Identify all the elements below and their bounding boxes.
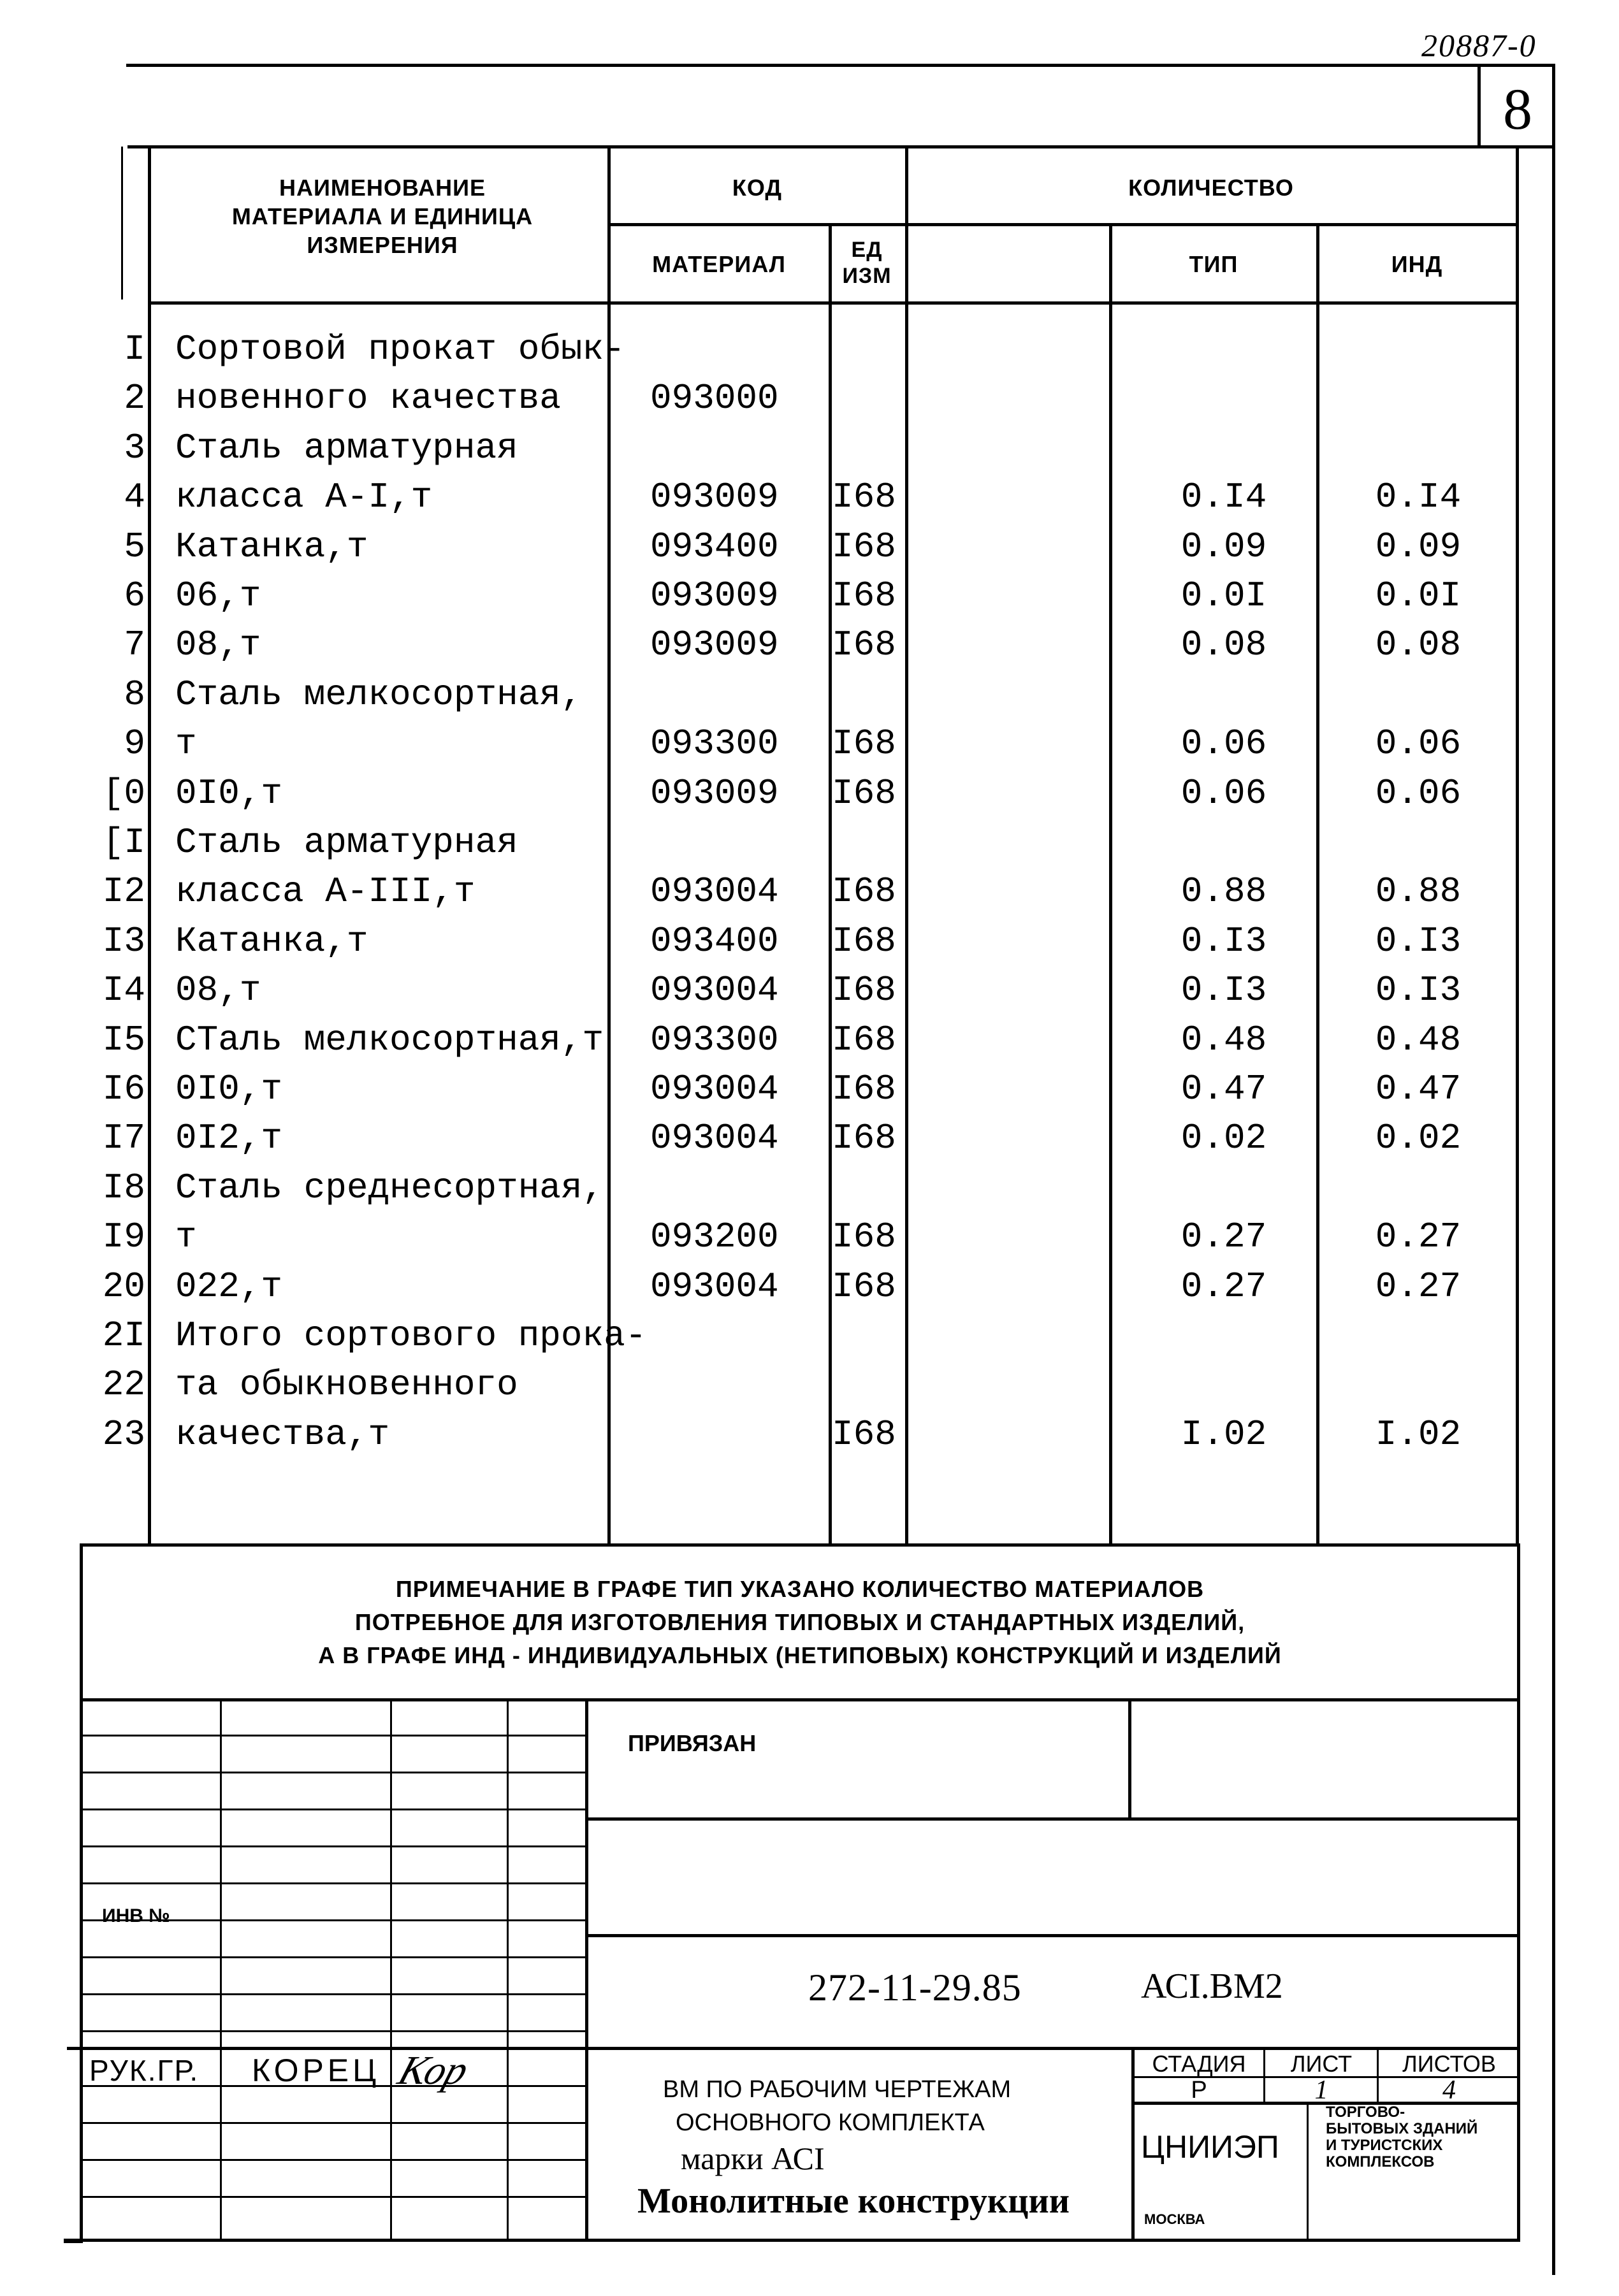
material-code: 093400: [650, 920, 779, 962]
row-number: 23: [102, 1413, 145, 1455]
material-name: класса А-I,т: [175, 477, 433, 518]
col-total-border: [1516, 147, 1519, 1545]
unit-code: I68: [832, 920, 896, 962]
qty-ind: 0.0I: [1180, 575, 1267, 616]
signature: Кор: [393, 2047, 474, 2093]
qty-total: 0.I4: [1375, 477, 1462, 518]
stage-value: Р: [1191, 2077, 1207, 2104]
header-kod: КОД: [732, 175, 783, 201]
header-ind: ИНД: [1391, 251, 1443, 277]
left-grid-row: [80, 1845, 586, 1847]
qty-total: 0.02: [1375, 1118, 1462, 1159]
unit-code: I68: [832, 772, 896, 814]
row-number: I8: [102, 1167, 145, 1208]
material-code: 093004: [650, 970, 779, 1011]
row-number: I5: [102, 1019, 145, 1060]
privyazan-label: ПРИВЯЗАН: [628, 1730, 757, 1756]
qty-ind: 0.I4: [1180, 477, 1267, 518]
page-number-divider: [1477, 64, 1481, 148]
row-number: 6: [124, 575, 145, 616]
unit-code: I68: [832, 526, 896, 567]
col-line-number-border: [148, 147, 151, 1545]
row-number: 22: [102, 1364, 145, 1406]
material-name: 022,т: [175, 1266, 283, 1307]
material-name: СТаль мелкосортная,т: [175, 1019, 604, 1060]
note-line-3: А В ГРАФЕ ИНД - ИНДИВИДУАЛЬНЫХ (НЕТИПОВЫХ) КОНСТРУКЦИЙ И ИЗДЕЛИЙ: [318, 1642, 1282, 1668]
left-grid-row: [80, 1882, 586, 1884]
document-number: 20887-0: [1421, 27, 1537, 63]
material-code: 093000: [650, 378, 779, 419]
qty-total: 0.48: [1375, 1019, 1462, 1060]
row-number: I2: [102, 871, 145, 913]
sheets-label: ЛИСТОВ: [1402, 2051, 1496, 2077]
row-number: I3: [102, 920, 145, 962]
frame-right-border: [1552, 64, 1555, 2275]
material-name: Сталь арматурная: [175, 822, 518, 863]
qty-total: 0.I3: [1375, 920, 1462, 962]
material-name: класса А-III,т: [175, 871, 476, 913]
material-name: новенного качества: [175, 378, 561, 419]
qty-total: 0.09: [1375, 526, 1462, 567]
row-number: 8: [124, 674, 145, 715]
material-name: Итого сортового прока-: [175, 1315, 647, 1356]
material-name: качества,т: [175, 1413, 390, 1455]
row-number: I6: [102, 1069, 145, 1109]
material-name: 0I0,т: [175, 1069, 283, 1109]
designation: 272-11-29.85: [808, 1967, 1022, 2009]
note-top-border: [80, 1543, 1520, 1547]
left-grid-row: [80, 1735, 586, 1736]
material-code: 093004: [650, 1069, 779, 1109]
row-number: 5: [124, 526, 145, 567]
row-number: 9: [124, 723, 145, 765]
row-number: I9: [102, 1217, 145, 1258]
qty-ind: 0.88: [1180, 871, 1267, 913]
material-code: 093004: [650, 871, 779, 913]
material-code: 093009: [650, 477, 779, 518]
row-number: 2I: [102, 1315, 145, 1356]
qty-total: 0.88: [1375, 871, 1462, 913]
unit-code: I68: [832, 1217, 896, 1258]
unit-code: I68: [832, 1069, 896, 1109]
desc-line-2: ОСНОВНОГО КОМПЛЕКТА: [676, 2109, 985, 2136]
material-name: Сталь арматурная: [175, 427, 518, 468]
qty-ind: 0.06: [1180, 772, 1267, 814]
left-grid-row: [80, 1993, 586, 1995]
desc-line-1: ВМ ПО РАБОЧИМ ЧЕРТЕЖАМ: [663, 2076, 1012, 2103]
note-line-2: ПОТРЕБНОЕ ДЛЯ ИЗГОТОВЛЕНИЯ ТИПОВЫХ И СТАНДАРТНЫХ ИЗДЕЛИЙ,: [354, 1609, 1245, 1635]
row-number: 3: [124, 427, 145, 468]
row-number: I4: [102, 970, 145, 1011]
mark: АСI.ВМ2: [1141, 1967, 1283, 2006]
desc-line-4: Монолитные конструкции: [637, 2181, 1070, 2221]
desc-line-3: марки АСI: [681, 2141, 825, 2176]
sheet-label: ЛИСТ: [1290, 2051, 1353, 2077]
material-code: 093300: [650, 723, 779, 765]
row-number: 2: [124, 378, 145, 419]
qty-ind: 0.27: [1180, 1217, 1267, 1258]
left-grid-row: [80, 2159, 586, 2161]
row-number: 20: [102, 1266, 145, 1307]
unit-code: I68: [832, 1413, 896, 1455]
row-number: [I: [102, 822, 145, 863]
unit-code: I68: [832, 1266, 896, 1307]
title-block-top-border: [80, 1698, 1520, 1701]
material-name: т: [175, 723, 197, 765]
qty-total: 0.27: [1375, 1266, 1462, 1307]
qty-total: 0.27: [1375, 1217, 1462, 1258]
material-name: 08,т: [175, 625, 261, 666]
qty-total: 0.I3: [1375, 970, 1462, 1011]
qty-ind: 0.48: [1180, 1019, 1267, 1060]
material-name: 0I0,т: [175, 772, 283, 814]
header-top-border: [127, 145, 1555, 148]
left-grid-row: [80, 2030, 586, 2032]
left-grid-row: [80, 1772, 586, 1773]
designation-top: [585, 1934, 1520, 1937]
header-kolichestvo: КОЛИЧЕСТВО: [1128, 175, 1294, 201]
sheet-col-border: [1377, 2047, 1379, 2103]
role-label: РУК.ГР.: [89, 2054, 200, 2087]
material-name: Катанка,т: [175, 526, 368, 567]
qty-ind: 0.27: [1180, 1266, 1267, 1307]
material-name: 0I2,т: [175, 1118, 283, 1159]
col-ind-border: [1316, 223, 1319, 1545]
unit-code: I68: [832, 1118, 896, 1159]
material-code: 093009: [650, 772, 779, 814]
row-number: I: [124, 329, 145, 370]
col-unit-border: [905, 147, 908, 1545]
material-code: 093004: [650, 1266, 779, 1307]
qty-ind: 0.I3: [1180, 920, 1267, 962]
bottom-left-stroke: [64, 2240, 83, 2243]
material-code: 093200: [650, 1217, 779, 1258]
qty-total: 0.06: [1375, 772, 1462, 814]
material-name: т: [175, 1217, 197, 1258]
col-tip-border: [1109, 223, 1112, 1545]
material-name: Сортовой прокат обык-: [175, 329, 625, 370]
qty-ind: 0.06: [1180, 723, 1267, 765]
header-ed-izm: ЕД ИЗМ: [842, 238, 892, 288]
note-right-border: [1517, 1543, 1520, 2241]
material-code: 093009: [650, 575, 779, 616]
header-name: НАИМЕНОВАНИЕ МАТЕРИАЛА И ЕДИНИЦА ИЗМЕРЕНИЯ: [231, 175, 534, 258]
org-city: МОСКВА: [1144, 2211, 1205, 2227]
org-name: ЦНИИЭП: [1141, 2129, 1279, 2165]
row-number: I7: [102, 1118, 145, 1159]
unit-code: I68: [832, 871, 896, 913]
left-grid-row: [80, 2122, 586, 2124]
header-bottom-border: [148, 301, 1519, 305]
top-border: [126, 64, 1555, 67]
row-number: [0: [102, 772, 145, 814]
unit-code: I68: [832, 575, 896, 616]
qty-total: 0.0I: [1375, 575, 1462, 616]
note-line-1: ПРИМЕЧАНИЕ В ГРАФЕ ТИП УКАЗАНО КОЛИЧЕСТВО МАТЕРИАЛОВ: [395, 1576, 1205, 1602]
stage-label: СТАДИЯ: [1152, 2051, 1246, 2077]
header-mid-border: [607, 223, 1519, 226]
material-code: 093300: [650, 1019, 779, 1060]
inv-number-label: ИНВ №: [102, 1905, 170, 1926]
unit-code: I68: [832, 477, 896, 518]
qty-ind: 0.47: [1180, 1069, 1267, 1109]
header-material: МАТЕРИАЛ: [652, 251, 786, 277]
header-tip: ТИП: [1189, 251, 1238, 277]
qty-ind: 0.08: [1180, 625, 1267, 666]
material-name: 08,т: [175, 970, 261, 1011]
qty-ind: 0.09: [1180, 526, 1267, 567]
qty-ind: I.02: [1180, 1413, 1267, 1455]
privyazan-bottom: [585, 1817, 1520, 1821]
sheet-value: 1: [1314, 2076, 1328, 2105]
privyazan-divider: [1128, 1698, 1131, 1819]
note-left-border: [80, 1543, 83, 2241]
title-bottom-border: [64, 2239, 1520, 2242]
material-name: Сталь среднесортная,: [175, 1167, 604, 1208]
sheets-value: 4: [1442, 2076, 1456, 2105]
title-main-divider: [67, 2047, 1520, 2050]
material-name: Сталь мелкосортная,: [175, 674, 583, 715]
org-divider: [1307, 2102, 1309, 2240]
material-code: 093004: [650, 1118, 779, 1159]
left-grid-row: [80, 1809, 586, 1810]
material-name: 06,т: [175, 575, 261, 616]
material-code: 093009: [650, 625, 779, 666]
unit-code: I68: [832, 970, 896, 1011]
material-name: Катанка,т: [175, 920, 368, 962]
left-grid-row: [80, 2196, 586, 2198]
row-number: 4: [124, 477, 145, 518]
left-grid-row: [80, 1956, 586, 1958]
material-name: та обыкновенного: [175, 1364, 518, 1406]
surname: КОРЕЦ: [252, 2053, 381, 2088]
qty-total: 0.47: [1375, 1069, 1462, 1109]
qty-ind: 0.I3: [1180, 970, 1267, 1011]
org-description: ТОРГОВО-БЫТОВЫХ ЗДАНИЙ И ТУРИСТСКИХ КОМПЛЕКСОВ: [1326, 2104, 1478, 2170]
page-number: 8: [1503, 76, 1532, 141]
qty-total: 0.06: [1375, 723, 1462, 765]
qty-ind: 0.02: [1180, 1118, 1267, 1159]
margin-tick: [121, 147, 123, 300]
stage-col-border: [1263, 2047, 1265, 2103]
qty-total: I.02: [1375, 1413, 1462, 1455]
qty-total: 0.08: [1375, 625, 1462, 666]
unit-code: I68: [832, 723, 896, 765]
unit-code: I68: [832, 1019, 896, 1060]
row-number: 7: [124, 625, 145, 666]
material-code: 093400: [650, 526, 779, 567]
unit-code: I68: [832, 625, 896, 666]
